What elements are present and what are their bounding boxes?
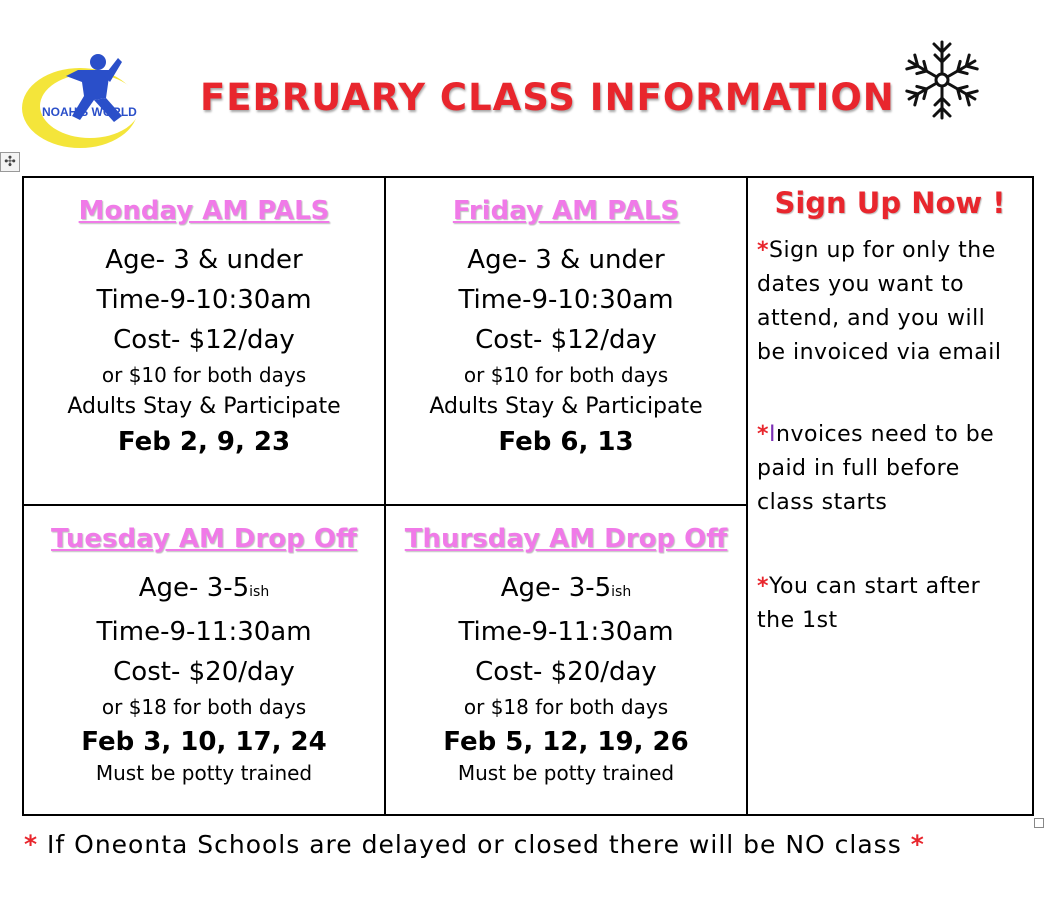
logo-text: NOAH'S WORLD	[42, 105, 137, 119]
class-cost: Cost- $20/day	[475, 657, 657, 687]
class-cost-note: or $10 for both days	[101, 363, 307, 387]
class-cost-note: or $18 for both days	[463, 695, 669, 719]
signup-heading: Sign Up Now !	[774, 186, 1006, 220]
class-time: Time-9-10:30am	[458, 285, 674, 315]
class-time: Time-9-11:30am	[96, 617, 312, 647]
note-text: You can start after the 1st	[757, 574, 981, 633]
note-star: *	[757, 238, 770, 263]
class-dates: Feb 2, 9, 23	[117, 427, 291, 457]
class-cost-note: or $18 for both days	[101, 695, 307, 719]
class-name: Thursday AM Drop Off	[404, 524, 728, 554]
class-extra: Must be potty trained	[95, 761, 313, 785]
class-cost: Cost- $12/day	[113, 325, 295, 355]
class-time: Time-9-10:30am	[96, 285, 312, 315]
page-title: FEBRUARY CLASS INFORMATION	[200, 76, 895, 119]
note-star: *	[757, 574, 770, 599]
signup-note	[750, 570, 1030, 638]
class-age: Age- 3 & under	[467, 245, 665, 275]
class-cost-note: or $10 for both days	[463, 363, 669, 387]
class-age-suffix: ish	[611, 584, 632, 600]
closure-notice	[24, 830, 925, 859]
class-cost: Cost- $12/day	[475, 325, 657, 355]
class-extra: Must be potty trained	[457, 761, 675, 785]
class-name: Tuesday AM Drop Off	[51, 524, 357, 554]
class-time: Time-9-11:30am	[458, 617, 674, 647]
signup-note	[750, 418, 1030, 520]
note-initial: I	[769, 422, 777, 447]
note-text: nvoices need to be paid in full before class starts	[757, 422, 995, 515]
class-cell-monday	[24, 196, 384, 461]
class-dates: Feb 6, 13	[498, 427, 634, 457]
class-name: Monday AM PALS	[78, 196, 330, 226]
signup-panel	[750, 180, 1030, 638]
class-cell-friday	[386, 196, 746, 461]
class-dates: Feb 3, 10, 17, 24	[81, 727, 327, 757]
class-age: Age- 3 & under	[105, 245, 303, 275]
footer-star: *	[24, 830, 39, 859]
class-extra: Adults Stay & Participate	[429, 394, 703, 419]
note-star: *	[757, 422, 770, 447]
class-age-label: Age- 3-5	[138, 573, 250, 603]
signup-note	[750, 234, 1030, 370]
note-text: Sign up for only the dates you want to attend, and you will be invoiced via email	[757, 238, 1002, 365]
class-age	[386, 568, 746, 612]
class-age-label: Age- 3-5	[500, 573, 612, 603]
class-cost: Cost- $20/day	[113, 657, 295, 687]
table-move-handle[interactable]: ✣	[0, 152, 20, 172]
class-dates: Feb 5, 12, 19, 26	[443, 727, 689, 757]
footer-star: *	[910, 830, 925, 859]
footer-text: If Oneonta Schools are delayed or closed there will be NO class	[38, 830, 911, 859]
table-divider	[746, 176, 748, 816]
class-name: Friday AM PALS	[452, 196, 680, 226]
table-resize-handle[interactable]	[1034, 818, 1044, 828]
table-divider	[22, 504, 748, 506]
class-age-suffix: ish	[249, 584, 270, 600]
snowflake-icon	[900, 38, 984, 122]
class-age	[24, 568, 384, 612]
class-cell-thursday	[386, 524, 746, 785]
noahs-world-logo	[18, 50, 158, 154]
class-cell-tuesday	[24, 524, 384, 785]
class-extra: Adults Stay & Participate	[67, 394, 341, 419]
